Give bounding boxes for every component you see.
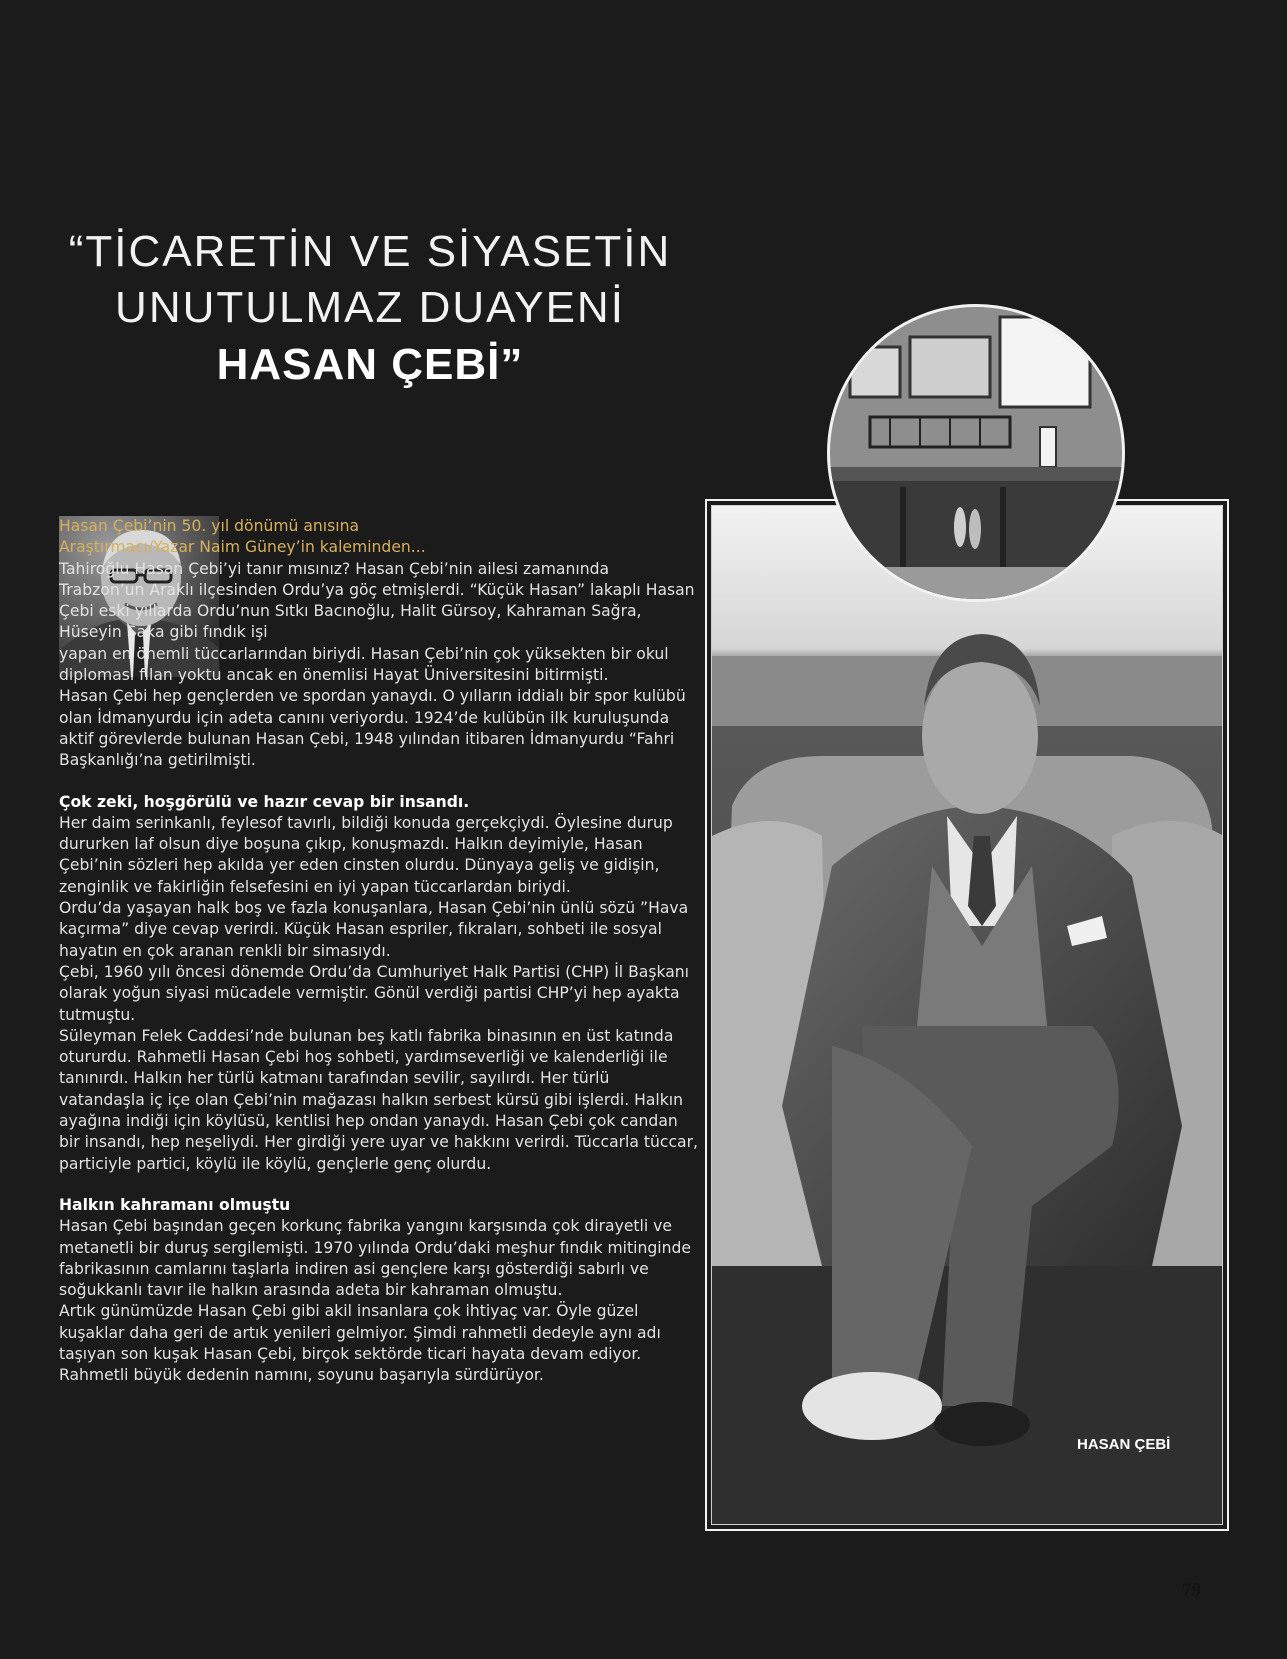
paragraph-chp: Çebi, 1960 yılı öncesi dönemde Ordu’da Cumhuriyet Halk Partisi (CHP) İl Başkanı olarak yoğun siyasi mücadele vermiştir. Gönül verdiği partisi CHP’yi hep ayakta tutmuştu. [59, 962, 690, 1024]
paragraph-idmanyurdu: Hasan Çebi hep gençlerden ve spordan yanaydı. O yılların iddialı bir spor kulübü olan İdmanyurdu için adeta canını veriyordu. 1924’de kulübün ilk kuruluşunda aktif görevlerde bulunan Hasan Çebi, 1948 yılından itibaren İdmanyurdu “Fahri Başkanlığı’na getirilmişti. [59, 687, 686, 770]
intro-paragraph: Tahiroğlu Hasan Çebi’yi tanır mısınız? Hasan Çebi’nin ailesi zamanında Trabzon’un Araklı ilçesinden Ordu’ya göç etmişlerdi. “Küçük Hasan” lakaplı Hasan Çebi eski yıllarda Ordu’nun Sıtkı Bacınoğlu, Halit Gürsoy, Kahraman Sağra, Hüseyin Saka gibi fındık işi [59, 559, 695, 642]
section-heading-2: Halkın kahramanı olmuştu [59, 1195, 291, 1214]
author-credit [59, 516, 699, 559]
intro-continuation: yapan en önemli tüccarlarından biriydi. Hasan Çebi’nin çok yüksekten bir okul diploması filan yoktu ancak en önemlisi Hayat Üniversitesini bitirmişti. [59, 644, 669, 685]
building-circle-photo [827, 304, 1125, 602]
title-line-2: UNUTULMAZ DUAYENİ [115, 283, 625, 332]
seated-man-portrait-icon [712, 506, 1223, 1524]
paragraph-fire: Hasan Çebi başından geçen korkunç fabrika yangını karşısında çok dirayetli ve metanetli bir duruş sergilemişti. 1970 yılında Ordu’daki meşhur fındık mitinginde fabrikasının camlarını taşlarla indiren asi gençlere karşı gösterdiği sabırlı ve soğukkanlı tavır ile halkın arasında adeta bir kahraman olmuştu. [59, 1217, 691, 1300]
paragraph-factory: Süleyman Felek Caddesi’nde bulunan beş katlı fabrika binasının en üst katında otururdu. Rahmetli Hasan Çebi hoş sohbeti, yardımseverliği ve kalenderliği ile tanınırdı. Halkın her türlü katmanı tarafından sevilir, sayılırdı. Her türlü vatandaşla iç içe olan Çebi’nin mağazası halkın serbest kürsü gibi işlerdi. Halkın ayağına indiği için köylüsü, kentlisi hep ondan yanaydı. Hasan Çebi çok candan bir insandı, hep neşeliydi. Her girdiği yere uyar ve hakkını verirdi. Tüccarla tüccar, particiyle partici, köylü ile köylü, gençlerle genç olurdu. [59, 1026, 698, 1173]
main-portrait-frame [705, 499, 1229, 1531]
credit-line-1: Hasan Çebi’nin 50. yıl dönümü anısına [59, 517, 360, 535]
title-line-3: HASAN ÇEBİ” [216, 340, 524, 389]
page-number: 79 [1182, 1580, 1201, 1601]
main-portrait-photo [711, 505, 1223, 1525]
paragraph-character: Her daim serinkanlı, feylesof tavırlı, bildiği konuda gerçekçiydi. Öylesine durup dururken laf olsun diye boşuna çıkıp, konuşmazdı. Halkın deyimiyle, Hasan Çebi’nin sözleri hep akılda yer eden cinsten olurdu. Dünyaya geliş ve gidişin, zenginlik ve fakirliğin felsefesini en iyi yapan tüccarlardan biriydi. [59, 813, 673, 896]
title-line-1: “TİCARETİN VE SİYASETİN [68, 227, 672, 276]
article-title [40, 224, 700, 394]
paragraph-hava-kacirma: Ordu’da yaşayan halk boş ve fazla konuşanlara, Hasan Çebi’nin ünlü sözü ”Hava kaçırma” diye cevap verirdi. Küçük Hasan espriler, fıkraları, sohbeti ile sosyal hayatın en çok aranan renkli bir simasıydı. [59, 899, 689, 960]
credit-line-2: Araştırmacı/Yazar Naim Güney’in kaleminden... [59, 538, 426, 557]
photo-caption: HASAN ÇEBİ [1077, 1436, 1171, 1453]
article-body [59, 516, 699, 1387]
factory-building-icon [830, 307, 1122, 599]
paragraph-today: Artık günümüzde Hasan Çebi gibi akil insanlara çok ihtiyaç var. Öyle güzel kuşaklar daha geri de artık yenileri gelmiyor. Şimdi rahmetli dedeyle aynı adı taşıyan son kuşak Hasan Çebi, birçok sektörde ticari hayata devam ediyor. Rahmetli büyük dedenin namını, soyunu başarıyla sürdürüyor. [59, 1302, 661, 1385]
section-heading-1: Çok zeki, hoşgörülü ve hazır cevap bir insandı. [59, 792, 470, 811]
